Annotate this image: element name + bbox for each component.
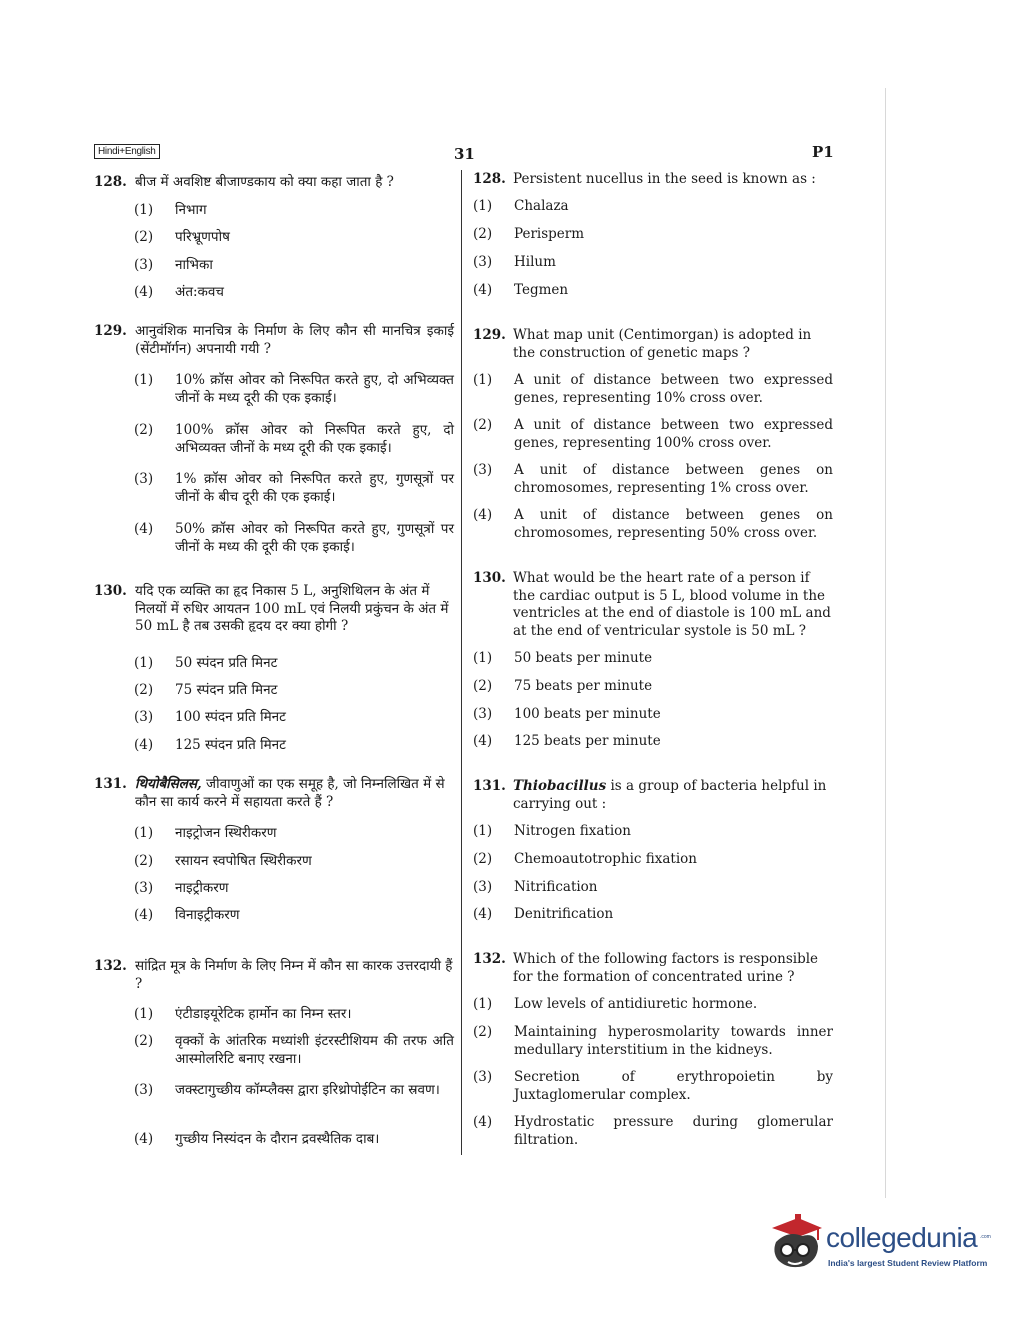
question-number: 129. [94,323,127,339]
question-129-english: 129. What map unit (Centimorgan) is adopted in the construction of genetic maps ? (1) A unit of distance between two expressed genes, representing 10% cross over. (2) A unit of distance between two expressed genes, representing 100% cross over. (3) A unit of distance between genes on chromosomes, representing 1% cross over. (4) A unit of distance between genes on chromosomes, representing 50% cross over. [473,327,833,541]
question-131-hindi: 131. थियोबैसिलस, जीवाणुओं का एक समूह है, जो निम्नलिखित में से कौन सा कार्य करने में सहायता करते हैं ? (1) नाइट्रोजन स्थिरीकरण (2) रसायन स्वपोषित स्थिरीकरण (3) नाइट्रीकरण (4) विनाइट्रीकरण [94,776,454,926]
question-number: 132. [94,958,127,974]
set-code: P1 [812,143,834,161]
question-number: 132. [473,951,506,967]
question-text: What map unit (Centimorgan) is adopted in the construction of genetic maps ? [513,327,812,361]
question-129-hindi: 129. आनुवंशिक मानचित्र के निर्माण के लिए कौन सी मानचित्र इकाई (सेंटीमॉर्गन) अपनायी गयी ? (1) 10% क्रॉस ओवर को निरूपित करते हुए, दो अभिव्यक्त जीनों के मध्य दूरी की एक इकाई। (2) 100% क्रॉस ओवर को निरूपित करते हुए, दो अभिव्यक्त जीनों के मध्य दूरी की एक इकाई। (3) 1% क्रॉस ओवर को निरूपित करते हुए, गुणसूत्रों पर जीनों के बीच दूरी की एक इकाई। (4) 50% क्रॉस ओवर को निरूपित करते हुए, गुणसूत्रों पर जीनों के मध्य की दूरी की एक इकाई। [94,323,454,555]
language-tag: Hindi+English [94,144,160,159]
question-text: Which of the following factors is responsible for the formation of concentrated urine ? [513,951,819,985]
question-128-english: 128. Persistent nucellus in the seed is known as : (1) Chalaza (2) Perisperm (3) Hilum (4) Tegmen [473,171,833,301]
question-number: 131. [473,778,506,794]
page-edge-rule [885,88,886,1198]
mascot-icon [768,1212,824,1282]
question-number: 129. [473,327,506,343]
question-text: यदि एक व्यक्ति का हृद निकास 5 L, अनुशिथिलन के अंत में निलयों में रुधिर आयतन 100 mL एवं निलयी प्रकुंचन के अंत में 50 mL है तब उसकी हृदय दर क्या होगी ? [135,583,449,634]
question-132-hindi: 132. सांद्रित मूत्र के निर्माण के लिए निम्न में कौन सा कारक उत्तरदायी हैं ? (1) एंटीडाइयूरेटिक हार्मोन का निम्न स्तर। (2) वृक्कों के आंतरिक मध्यांशी इंटरस्टीशियम की तरफ अति आस्मोलरिटि बनाए रखना। (3) जक्स्टागुच्छीय कॉम्प्लैक्स द्वारा इरिथ्रोपोईटिन का स्रवण। (4) गुच्छीय निस्यंदन के दौरान द्रवस्थैतिक दाब। [94,958,454,1147]
brand-name: collegedunia [826,1222,978,1253]
question-128-hindi: 128. बीज में अवशिष्ट बीजाण्डकाय को क्या कहा जाता है ? (1) निभाग (2) परिभ्रूणपोष (3) नाभिका (4) अंत:कवच [94,174,454,304]
question-text: बीज में अवशिष्ट बीजाण्डकाय को क्या कहा जाता है ? [135,174,394,190]
question-130-hindi: 130. यदि एक व्यक्ति का हृद निकास 5 L, अनुशिथिलन के अंत में निलयों में रुधिर आयतन 100 mL एवं निलयी प्रकुंचन के अंत में 50 mL है तब उसकी हृदय दर क्या होगी ? (1) 50 स्पंदन प्रति मिनट (2) 75 स्पंदन प्रति मिनट (3) 100 स्पंदन प्रति मिनट (4) 125 स्पंदन प्रति मिनट [94,583,454,758]
question-text: Thiobacillus is a group of bacteria helpful in carrying out : [513,778,827,812]
brand-domain: .com [980,1234,991,1240]
question-text: What would be the heart rate of a person if the cardiac output is 5 L, blood volume in the ventricles at the end of diastole is 100 mL and at the end of ventricular systole is 50 mL ? [513,570,831,639]
italic-term: Thiobacillus [513,778,607,794]
question-text: Persistent nucellus in the seed is known as : [513,171,816,187]
question-text: सांद्रित मूत्र के निर्माण के लिए निम्न में कौन सा कारक उत्तरदायी हैं ? [135,958,453,992]
question-number: 130. [94,583,127,599]
question-number: 131. [94,776,127,792]
question-text: आनुवंशिक मानचित्र के निर्माण के लिए कौन सी मानचित्र इकाई (सेंटीमॉर्गन) अपनायी गयी ? [135,323,454,357]
question-130-english: 130. What would be the heart rate of a person if the cardiac output is 5 L, blood volume in the ventricles at the end of diastole is 100 mL and at the end of ventricular systole is 50 mL ? (1) 50 beats per minute (2) 75 beats per minute (3) 100 beats per minute (4) 125 beats per minute [473,570,833,755]
question-number: 128. [473,171,506,187]
question-text: थियोबैसिलस, जीवाणुओं का एक समूह है, जो निम्नलिखित में से कौन सा कार्य करने में सहायता करते हैं ? [135,776,445,810]
question-number: 130. [473,570,506,586]
collegedunia-watermark [768,1212,990,1282]
question-number: 128. [94,174,127,190]
question-132-english: 132. Which of the following factors is responsible for the formation of concentrated urine ? (1) Low levels of antidiuretic hormone. (2) Maintaining hyperosmolarity towards inner medullary interstitium in the kidneys. (3) Secretion of erythropoietin by Juxtaglomerular complex. (4) Hydrostatic pressure during glomerular filtration. [473,951,833,1148]
page-number: 31 [454,145,475,163]
column-divider [461,170,462,1155]
question-131-english: 131. Thiobacillus is a group of bacteria helpful in carrying out : (1) Nitrogen fixation (2) Chemoautotrophic fixation (3) Nitrification (4) Denitrification [473,778,833,928]
italic-term: थियोबैसिलस, [135,776,202,792]
brand-tagline: India's largest Student Review Platform [828,1258,988,1268]
